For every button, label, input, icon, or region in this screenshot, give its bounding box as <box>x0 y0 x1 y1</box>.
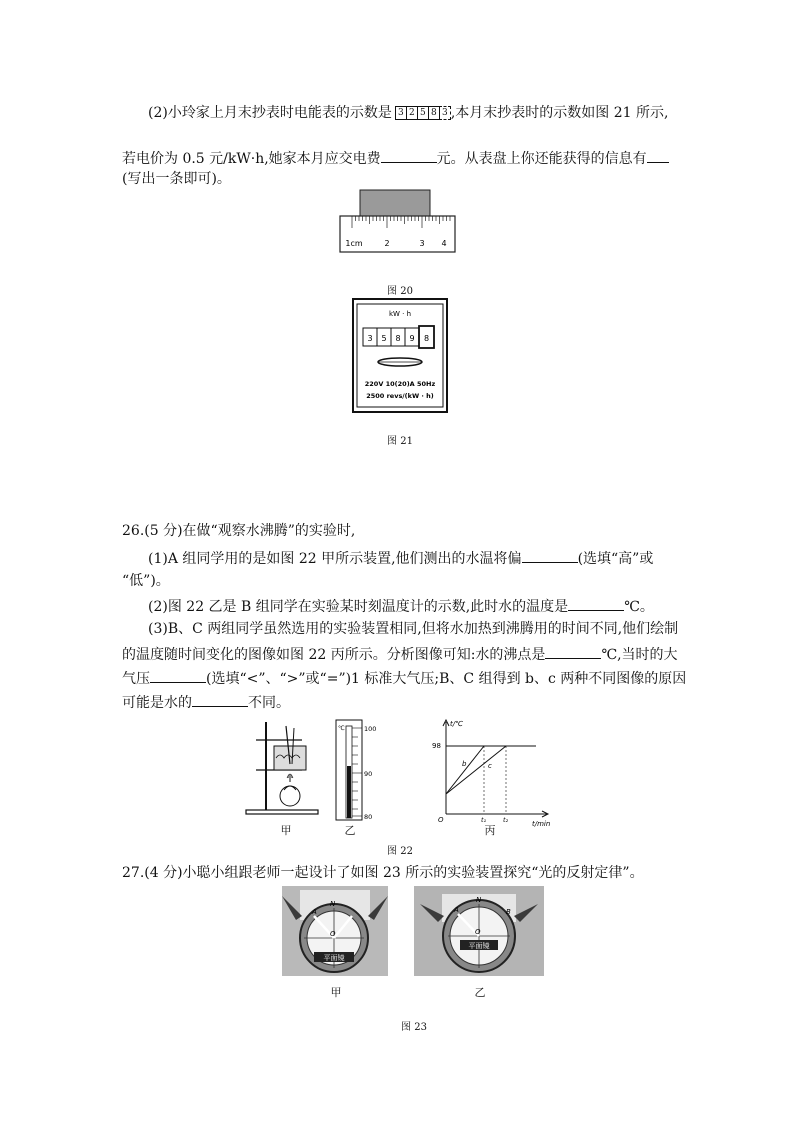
fig23-jia-label-N: N <box>330 900 336 908</box>
meter-digit-decimal: 8 <box>423 334 430 343</box>
answer-blank-info[interactable] <box>647 148 669 163</box>
fig23-photo-yi <box>414 886 544 976</box>
thermometer-liquid-column <box>347 766 351 818</box>
thermometer-tick-label: 80 <box>364 813 373 821</box>
measured-block <box>360 190 430 217</box>
q26-p1-text-b: (选填“高”或 <box>577 551 654 567</box>
meter-digit: 5 <box>381 334 387 343</box>
answer-blank-temperature[interactable] <box>568 596 624 611</box>
q25-line2 <box>122 148 669 168</box>
fig23-label-yi: 乙 <box>474 986 486 999</box>
graph-line-c <box>446 746 506 794</box>
meter-spec-rating: 220V 10(20)A 50Hz <box>364 380 436 388</box>
meter-digit-decimal: 3 <box>439 106 451 120</box>
meter-digit: 8 <box>395 334 401 343</box>
q26-p1-line2: “低”)。 <box>122 573 170 589</box>
q26-p3-line3 <box>122 668 686 688</box>
q25-text-b: ,本月末抄表时的示数如图 21 所示, <box>450 105 669 121</box>
fig21-meter-figure <box>352 298 448 414</box>
meter-spec-constant: 2500 revs/(kW · h) <box>366 392 434 400</box>
thermometer-tick-label: 90 <box>364 770 373 778</box>
q25-text-c: 若电价为 0.5 元/kW·h,她家本月应交电费 <box>122 151 381 167</box>
fig22-apparatus-figure <box>244 718 324 818</box>
graph-x-axis-label: t/min <box>532 820 551 828</box>
ruler-label: 2 <box>384 239 390 248</box>
meter-unit: kW · h <box>388 310 412 318</box>
answer-blank-pressure[interactable] <box>150 668 206 683</box>
q26-p3-line2 <box>122 644 678 664</box>
answer-blank-fee[interactable] <box>381 148 437 163</box>
fig22-label-jia: 甲 <box>280 824 292 837</box>
meter-digit: 3 <box>367 334 373 343</box>
ruler-label: 4 <box>441 239 447 248</box>
ruler-label: 3 <box>419 239 425 248</box>
q26-p3-text-f: 不同。 <box>248 695 290 711</box>
graph-y-value: 98 <box>432 742 441 750</box>
answer-blank-high-low[interactable] <box>522 548 578 563</box>
q25-line1 <box>148 104 668 122</box>
fig23-caption: 图 23 <box>401 1022 427 1033</box>
fig23-yi-mirror: 平面镜 <box>468 942 490 950</box>
q26-p1-text-a: (1)A 组同学用的是如图 22 甲所示装置,他们测出的水温将偏 <box>148 551 522 567</box>
q26-p3-text-d: (选填“<”、“>”或“=”)1 标准大气压;B、C 组得到 b、c 两种不同图像的原因 <box>206 671 687 687</box>
q26-p3-line4 <box>122 692 290 712</box>
graph-y-axis-label: t/℃ <box>450 720 463 728</box>
fig21-caption: 图 21 <box>387 436 413 447</box>
meter-digit: 9 <box>409 334 415 343</box>
fig22-label-yi: 乙 <box>344 824 356 837</box>
graph-line-b-label: b <box>462 760 467 768</box>
q26-p3-text-c: 气压 <box>122 671 150 687</box>
q26-p2 <box>148 596 654 616</box>
graph-line-c-label: c <box>488 762 492 770</box>
fig20-ruler-figure <box>340 188 460 258</box>
q25-text-d: 元。从表盘上你还能获得的信息有 <box>436 151 647 167</box>
fig23-jia-mirror: 平面镜 <box>323 954 345 962</box>
meter-digit: 8 <box>428 106 440 120</box>
q26-p2-text-a: (2)图 22 乙是 B 组同学在实验某时刻温度计的示数,此时水的温度是 <box>148 599 569 615</box>
q27-title: 27.(4 分)小聪小组跟老师一起设计了如图 23 所示的实验装置探究“光的反射定律”。 <box>122 865 644 881</box>
q26-p3-text-e: 可能是水的 <box>122 695 192 711</box>
q26-title: 26.(5 分)在做“观察水沸腾”的实验时, <box>122 523 356 539</box>
fig23-yi-label-A: A <box>454 906 459 914</box>
q25-text-e: (写出一条即可)。 <box>122 171 231 187</box>
fig23-jia-label-O: O <box>330 930 336 938</box>
meter-digit: 3 <box>395 106 407 120</box>
fig23-yi-label-B: B <box>506 908 511 916</box>
fig22-graph-figure <box>424 718 554 828</box>
ruler-label: 1cm <box>345 239 363 248</box>
thermometer-tick-label: 100 <box>364 725 377 733</box>
fig23-photo-jia <box>282 886 388 976</box>
q26-p2-text-b: ℃。 <box>624 599 654 615</box>
fig20-caption: 图 20 <box>387 286 413 297</box>
q26-p3-text-b: ℃,当时的大 <box>601 647 678 663</box>
meter-digit: 5 <box>417 106 429 120</box>
meter-digit: 2 <box>406 106 418 120</box>
fig23-yi-label-O: O <box>475 928 481 936</box>
fig22-caption: 图 22 <box>387 846 413 857</box>
graph-line-b <box>446 746 484 794</box>
answer-blank-boiling-point[interactable] <box>545 644 601 659</box>
fig22-label-bing: 丙 <box>484 824 496 837</box>
q26-p3-text-a: 的温度随时间变化的图像如图 22 丙所示。分析图像可知:水的沸点是 <box>122 647 546 663</box>
fig23-jia-label-A: A <box>312 908 317 916</box>
thermometer-unit: ℃ <box>338 725 345 732</box>
answer-blank-reason[interactable] <box>192 692 248 707</box>
q25-text-a: (2)小玲家上月末抄表时电能表的示数是 <box>148 105 392 121</box>
fig23-yi-label-N: N <box>476 896 482 904</box>
fig23-label-jia: 甲 <box>330 986 342 999</box>
q25-line3 <box>122 170 231 188</box>
meter-reading-box <box>396 105 451 121</box>
graph-t1-label: t₁ <box>481 816 487 824</box>
graph-t2-label: t₂ <box>503 816 509 824</box>
q26-p1-line1 <box>148 548 653 568</box>
fig22-thermometer-figure <box>332 718 382 822</box>
graph-origin: O <box>438 816 444 824</box>
q26-p3-line1: (3)B、C 两组同学虽然选用的实验装置相同,但将水加热到沸腾用的时间不同,他们绘制 <box>148 621 679 637</box>
